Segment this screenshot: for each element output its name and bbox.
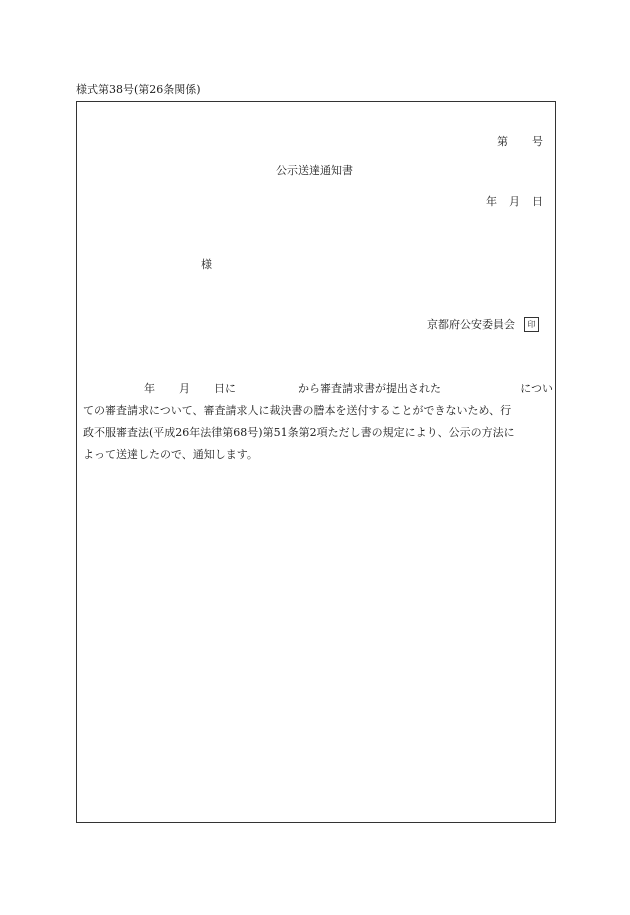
issuer-name: 京都府公安委員会 bbox=[427, 317, 515, 331]
issuer-block bbox=[427, 317, 539, 332]
body-day: 日に bbox=[214, 382, 236, 395]
document-number bbox=[497, 135, 543, 149]
body-year: 年 bbox=[144, 382, 155, 395]
document-title: 公示送達通知書 bbox=[276, 164, 353, 177]
body-line-2: ての審査請求について、審査請求人に裁決書の謄本を送付することができないため、行 bbox=[83, 404, 512, 417]
seal-stamp: 印 bbox=[524, 317, 539, 332]
body-line-3: 政不服審査法(平成26年法律第68号)第51条第2項ただし書の規定により、公示の方法に bbox=[83, 426, 515, 439]
notice-frame bbox=[76, 101, 556, 823]
issue-date-year: 年 bbox=[486, 195, 497, 208]
body-line-4: よって送達したので、通知します。 bbox=[83, 448, 258, 461]
body-line-1-end: につい bbox=[520, 382, 553, 395]
issue-date-month: 月 bbox=[509, 195, 520, 208]
document-number-prefix: 第 bbox=[497, 135, 508, 148]
body-line-1 bbox=[83, 378, 553, 400]
notice-body bbox=[83, 378, 553, 466]
issue-date-day: 日 bbox=[532, 195, 543, 208]
document-number-suffix: 号 bbox=[532, 135, 543, 148]
addressee-honorific: 様 bbox=[201, 258, 212, 271]
body-month: 月 bbox=[179, 382, 190, 395]
form-number-label: 様式第38号(第26条関係) bbox=[76, 83, 201, 96]
body-middle: から審査請求書が提出された bbox=[298, 382, 441, 395]
issue-date bbox=[486, 195, 543, 209]
